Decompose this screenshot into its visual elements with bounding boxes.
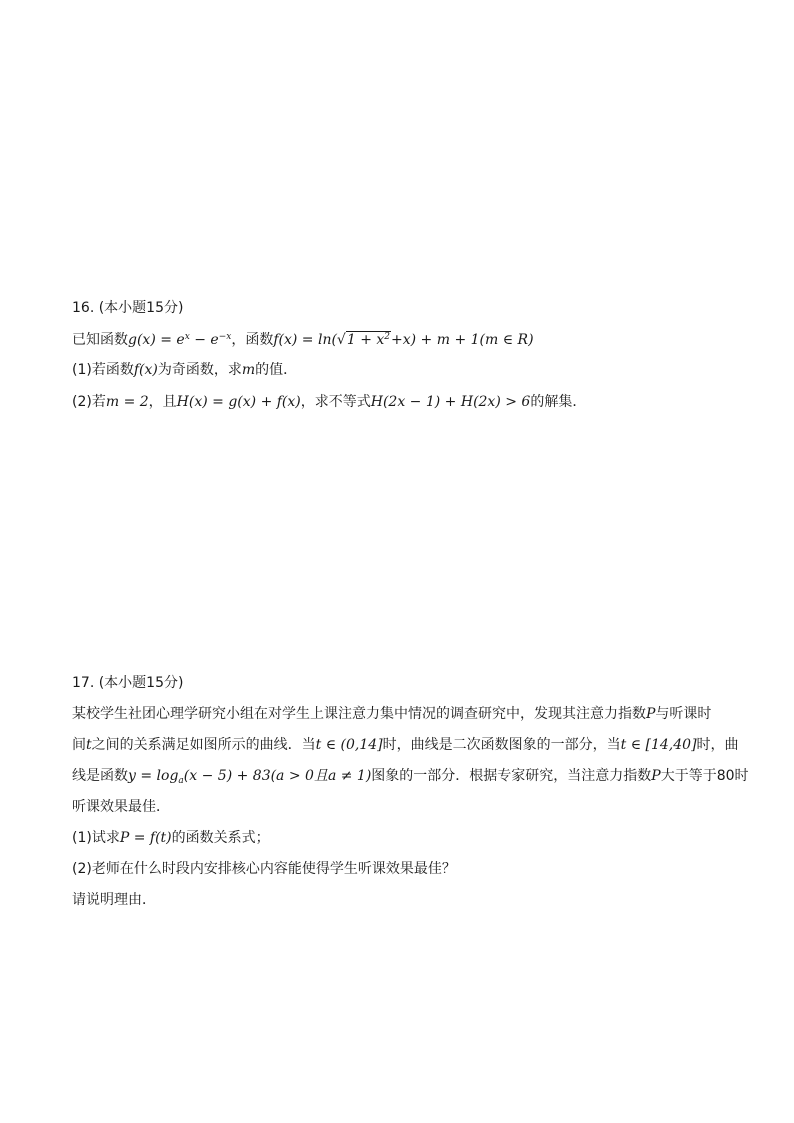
question-17-part-3: 请说明理由． (72, 892, 156, 908)
sqrt-radicand: $1 + x^2$ (346, 332, 391, 348)
question-17-stem-line-1: 某校学生社团心理学研究小组在对学生上课注意力集中情况的调查研究中，发现其注意力指数P与听课时 (72, 706, 712, 722)
question-17-header: 17. (本小题15分) (72, 675, 184, 691)
question-17-stem-line-2: 间t之间的关系满足如图所示的曲线．当t ∈ (0,14]时，曲线是二次函数图象的一部分，当t ∈ [14,40]时，曲 (72, 737, 739, 753)
question-16-part-2: (2)若m = 2，且H(x) = g(x) + f(x)，求不等式H(2x − 1) + H(2x) > 6的解集． (72, 394, 587, 410)
question-17-stem-line-3: 线是函数$y = \log_a(x - 5) + 83(a > 0$且a ≠ 1)图象的一部分．根据专家研究，当注意力指数P大于等于80时 (72, 768, 749, 786)
question-17-part-2: (2)老师在什么时段内安排核心内容能使得学生听课效果最佳？ (72, 861, 456, 877)
question-16-header: 16. (本小题15分) (72, 300, 184, 316)
question-17-stem-line-4: 听课效果最佳． (72, 799, 170, 815)
sqrt-symbol: √ (336, 332, 346, 348)
question-16-part-1: (1)若函数f(x)为奇函数，求m的值． (72, 362, 298, 378)
question-17-part-1: (1)试求P = f(t)的函数关系式； (72, 830, 270, 846)
question-16-stem: 已知函数$g(x) = e^x - e^{-x}$，函数$f(x) = \ln(√1 + x^2+x) + m + 1(m$ ∈ R) (72, 332, 534, 348)
